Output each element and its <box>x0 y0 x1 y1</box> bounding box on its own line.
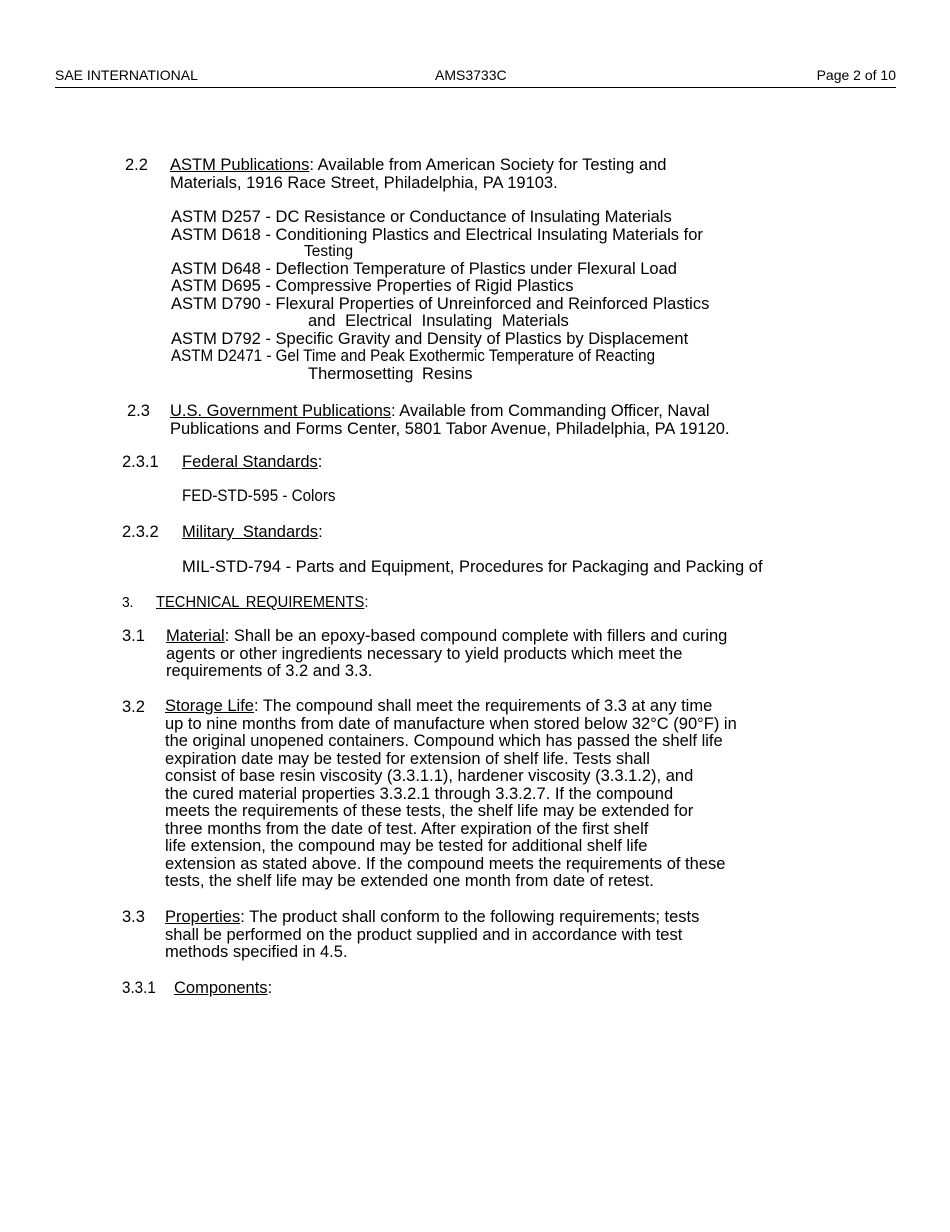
section-number: 3. <box>122 594 134 611</box>
astm-list <box>171 209 709 383</box>
section-number: 3.1 <box>122 627 145 645</box>
section-2-3-2 <box>122 524 159 542</box>
list-item: ASTM D257 - DC Resistance or Conductance of Insulating Materials <box>171 208 672 226</box>
section-title: Components <box>174 979 268 997</box>
section-title: Storage Life <box>165 697 254 715</box>
section-3-3 <box>122 909 145 927</box>
header-doc-id: AMS3733C <box>435 67 507 83</box>
section-3-1-body: Material: Shall be an epoxy-based compound complete with fillers and curing agents or other ingredients necessary to yield products which meet the requirements of 3.2 and 3.3. <box>166 627 728 680</box>
list-item-continuation: and Electrical Insulating Materials <box>308 312 569 330</box>
section-3-2-body: Storage Life: The compound shall meet the requirements of 3.3 at any time up to nine months from date of manufacture when stored below 32°C (90°F) in the original unopened containers. Compound which has passed the shelf life expiration date may be tested for extension of shelf life. Tests shall consist of base resin viscosity (3.3.1.1), hardener viscosity (3.3.1.2), and the cured material properties 3.3.2.1 through 3.3.2.7. If the compound meets the requirements of these tests, the shelf life may be extended for three months from the date of test. After expiration of the first shelf life extension, the compound may be tested for additional shelf life extension as stated above. If the compound meets the requirements of these tests, the shelf life may be extended one month from date of retest. <box>165 697 737 890</box>
page-header <box>55 66 896 88</box>
section-2-3-2-title-line: Military Standards: <box>182 523 323 541</box>
header-org: SAE INTERNATIONAL <box>55 67 198 83</box>
section-2-3-body: U.S. Government Publications: Available from Commanding Officer, Naval Publications and Forms Center, 5801 Tabor Avenue, Philadelphia, PA 19120. <box>170 402 730 438</box>
fed-std-item: FED-STD-595 - Colors <box>182 487 336 505</box>
section-2-3 <box>127 403 150 421</box>
section-number: 2.2 <box>125 156 148 174</box>
list-item: ASTM D618 - Conditioning Plastics and Electrical Insulating Materials for <box>171 225 703 244</box>
section-title: Material <box>166 627 225 645</box>
section-2-3-1 <box>122 454 159 472</box>
list-item-continuation: Thermosetting Resins <box>308 364 473 383</box>
section-title: ASTM Publications <box>170 156 310 174</box>
section-2-2 <box>125 157 148 175</box>
list-item: ASTM D695 - Compressive Properties of Rigid Plastics <box>171 277 574 295</box>
section-3 <box>122 594 135 612</box>
section-title: U.S. Government Publications <box>170 402 392 420</box>
header-page-number: Page 2 of 10 <box>816 67 896 83</box>
section-3-1 <box>122 628 145 646</box>
list-item: ASTM D790 - Flexural Properties of Unreinforced and Reinforced Plastics <box>171 294 710 313</box>
section-number: 2.3 <box>127 402 150 420</box>
section-3-title-line: TECHNICAL REQUIREMENTS: <box>156 594 369 611</box>
section-2-3-1-title-line: Federal Standards: <box>182 453 323 471</box>
section-3-3-1 <box>122 980 159 998</box>
section-3-3-body: Properties: The product shall conform to the following requirements; tests shall be performed on the product supplied and in accordance with test methods specified in 4.5. <box>165 908 700 961</box>
section-title: Military Standards <box>182 523 319 541</box>
list-item-continuation: Testing <box>304 243 354 260</box>
section-3-3-1-title-line: Components: <box>174 979 273 997</box>
section-number: 3.2 <box>122 698 145 716</box>
mil-std-item: MIL-STD-794 - Parts and Equipment, Procedures for Packaging and Packing of <box>182 558 763 576</box>
list-item: ASTM D2471 - Gel Time and Peak Exothermic Temperature of Reacting <box>171 347 656 365</box>
section-title: TECHNICAL REQUIREMENTS <box>156 594 365 611</box>
list-item: ASTM D792 - Specific Gravity and Density of Plastics by Displacement <box>171 329 689 348</box>
section-title: Federal Standards <box>182 453 318 471</box>
section-number: 3.3 <box>122 908 145 926</box>
section-2-2-body: ASTM Publications: Available from American Society for Testing and Materials, 1916 Race Street, Philadelphia, PA 19103. <box>170 156 667 192</box>
section-3-2 <box>122 699 145 717</box>
section-title: Properties <box>165 908 241 926</box>
section-number: 2.3.1 <box>122 453 159 471</box>
section-number: 3.3.1 <box>122 979 156 997</box>
list-item: ASTM D648 - Deflection Temperature of Plastics under Flexural Load <box>171 259 677 278</box>
section-number: 2.3.2 <box>122 523 159 541</box>
